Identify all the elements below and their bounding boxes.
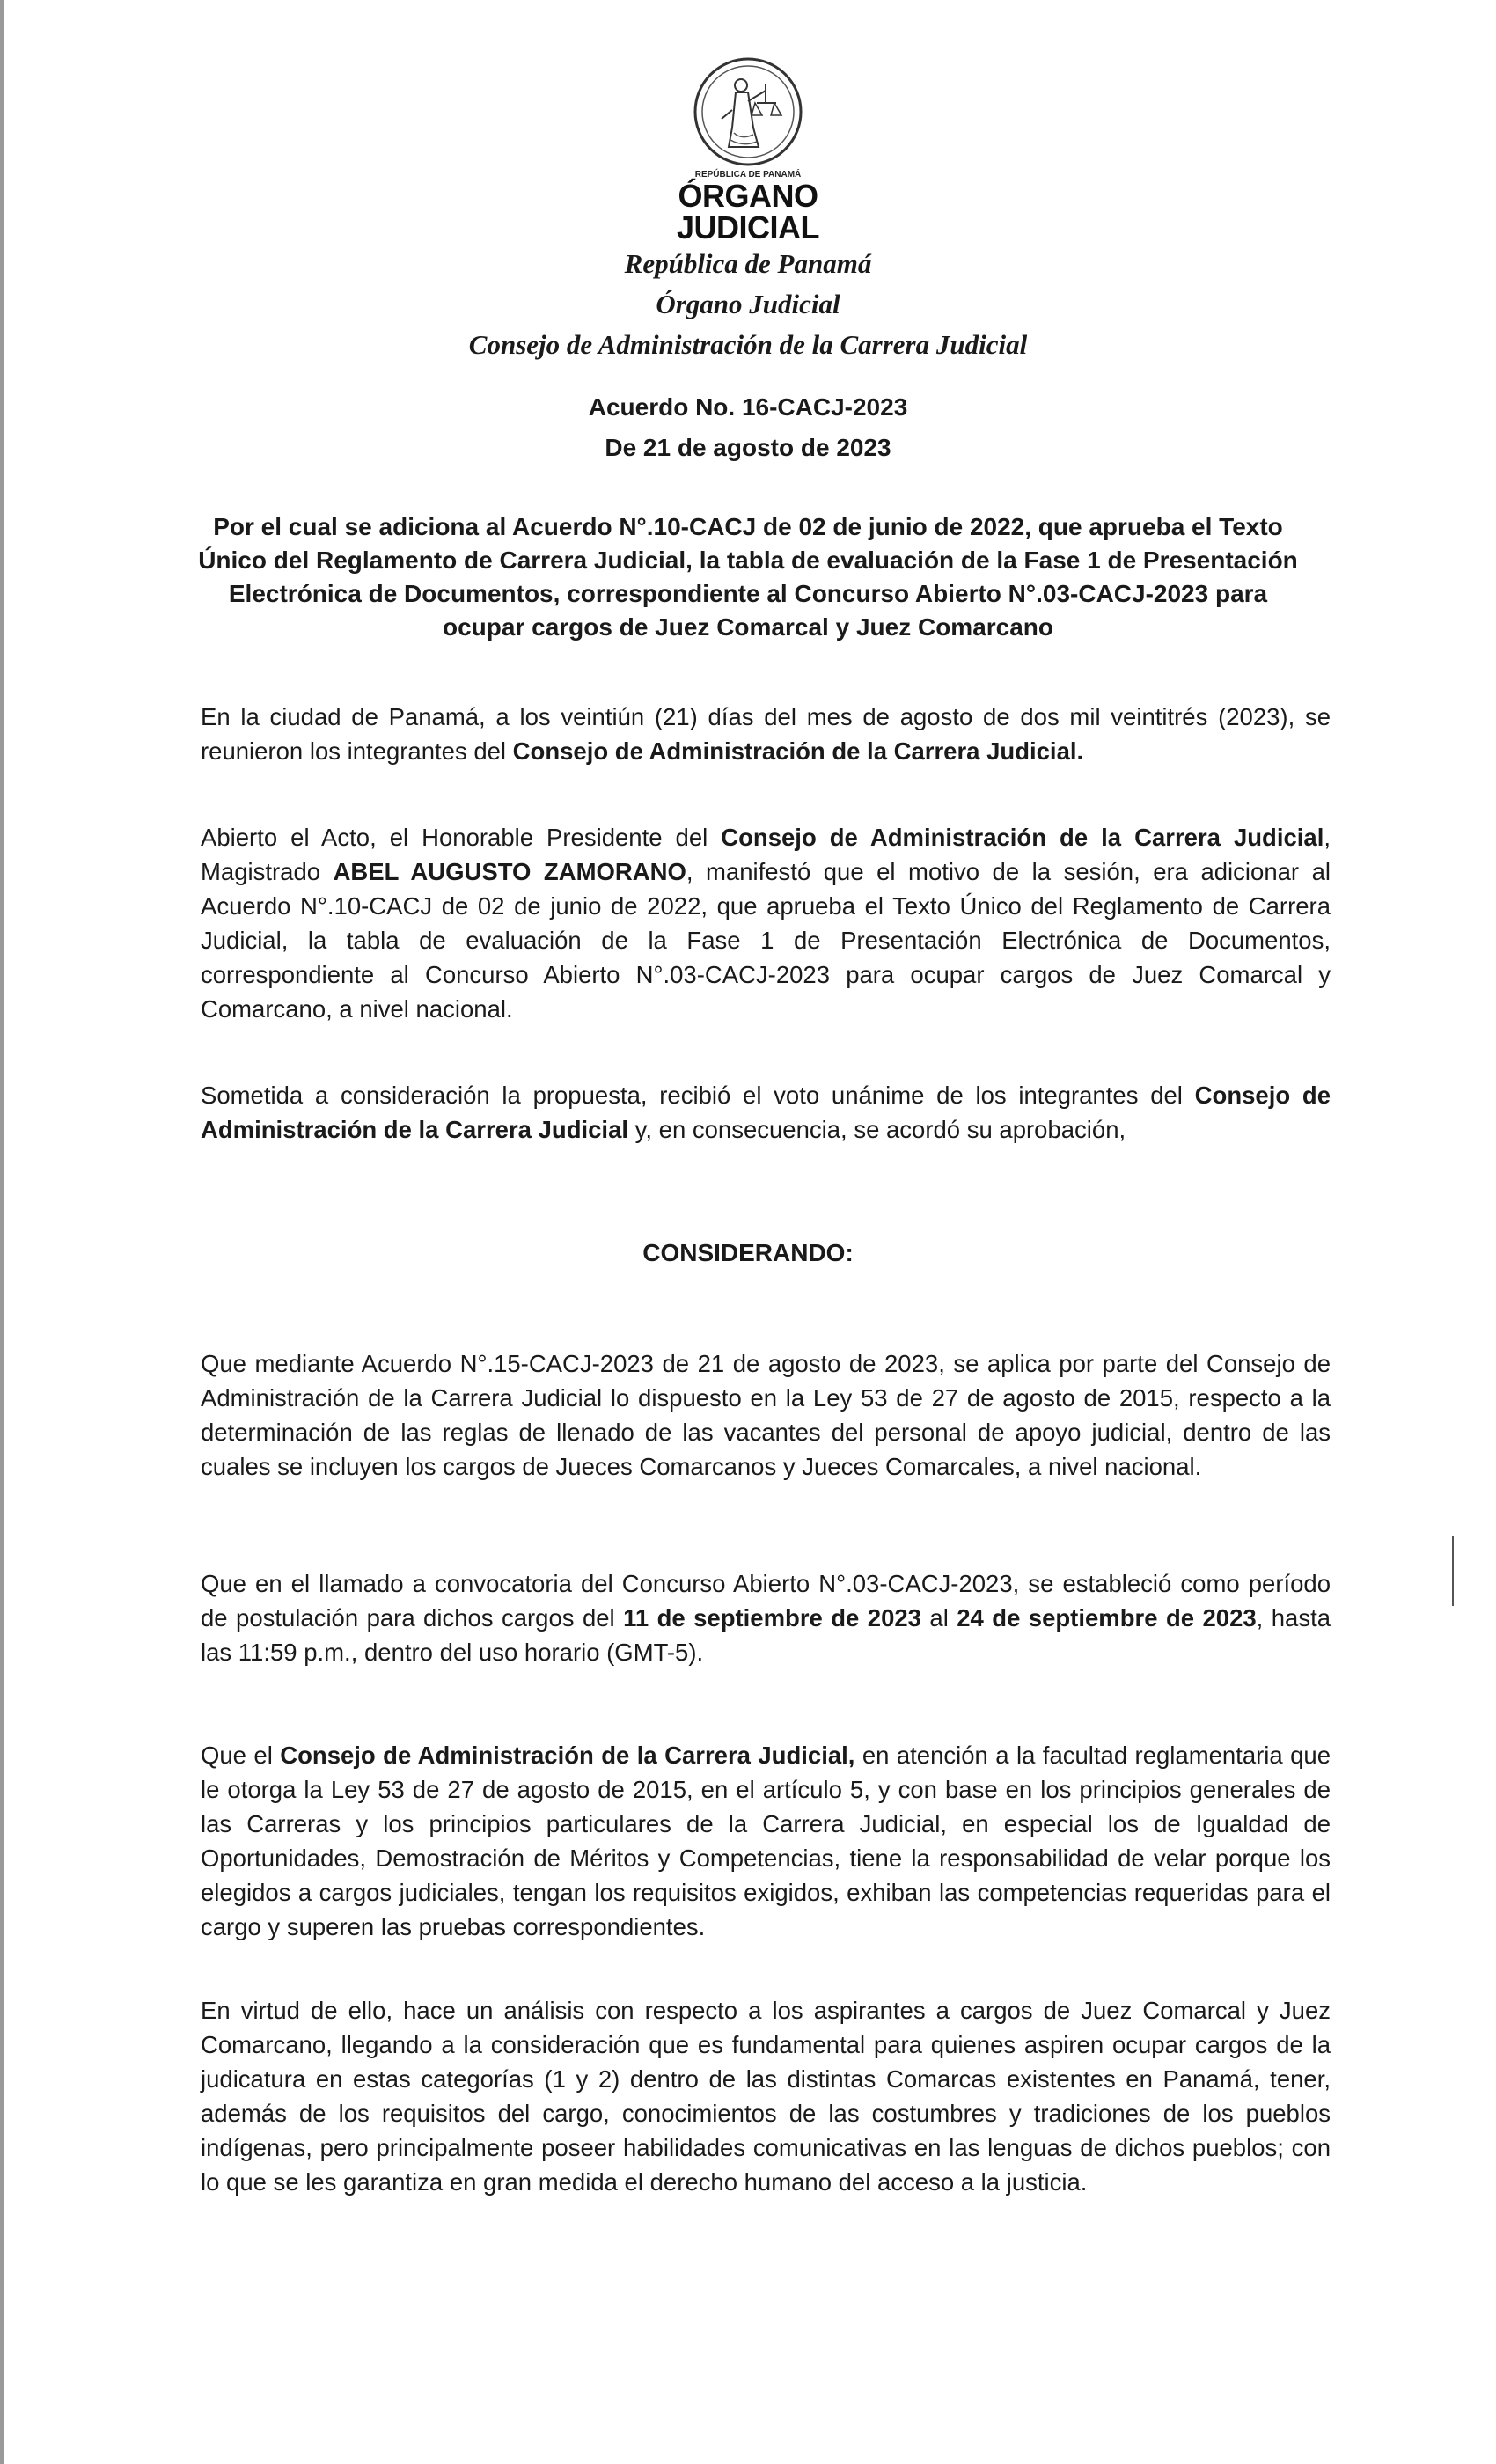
paragraph-approval: Sometida a consideración la propuesta, recibió el voto unánime de los integrantes del Consejo de Administración de la Carrera Judicial y, en consecuencia, se acordó su aprobación, — [201, 1082, 1331, 1143]
agreement-title — [0, 387, 1496, 468]
header-organ: Órgano Judicial — [656, 289, 840, 319]
agreement-subject: Por el cual se adiciona al Acuerdo N°.10-CACJ de 02 de junio de 2022, que aprueba el Texto Único del Reglamento de Carrera Judicial, la tabla de evaluación de la Fase 1 de Presentación Electrónica de Documentos, correspondiente al Concurso Abierto N°.03-CACJ-2023 para ocupar cargos de Juez Comarcal y Juez Comarcano — [198, 513, 1298, 641]
paragraph-opening: En la ciudad de Panamá, a los veintiún (21) días del mes de agosto de dos mil veintitrés (2023), se reunieron los integrantes del Consejo de Administración de la Carrera Judicial. — [201, 703, 1331, 765]
considerando-3: Que el Consejo de Administración de la Carrera Judicial, en atención a la facultad reglamentaria que le otorga la Ley 53 de 27 de agosto de 2015, en el artículo 5, y con base en los principios generales de las Carreras y los principios particulares de la Carrera Judicial, en especial los de Igualdad de Oportunidades, Demostración de Méritos y Competencias, tiene la responsabilidad de velar porque los elegidos a cargos judiciales, tengan los requisitos exigidos, exhiban las competencias requeridas para el cargo y superen las pruebas correspondientes. — [201, 1742, 1331, 1940]
considerando-1: Que mediante Acuerdo N°.15-CACJ-2023 de 21 de agosto de 2023, se aplica por parte del Consejo de Administración de la Carrera Judicial lo dispuesto en la Ley 53 de 27 de agosto de 2015, respecto a la determinación de las reglas de llenado de las vacantes del personal de apoyo judicial, dentro de las cuales se incluyen los cargos de Jueces Comarcanos y Jueces Comarcales, a nivel nacional. — [201, 1350, 1331, 1480]
justice-seal-logo — [678, 48, 818, 180]
scan-mark — [1452, 1536, 1454, 1606]
header-republic: República de Panamá — [624, 248, 872, 279]
agreement-number: Acuerdo No. 16-CACJ-2023 — [588, 393, 908, 421]
header-council: Consejo de Administración de la Carrera Judicial — [468, 329, 1028, 360]
svg-text:REPÚBLICA DE PANAMÁ: REPÚBLICA DE PANAMÁ — [694, 170, 802, 180]
scan-edge — [0, 0, 4, 2464]
considerando-heading: CONSIDERANDO: — [642, 1239, 854, 1266]
considerando-4: En virtud de ello, hace un análisis con respecto a los aspirantes a cargos de Juez Comarcal y Juez Comarcano, llegando a la consideración que es fundamental para quienes aspiren ocupar cargos de la judicatura en estas categorías (1 y 2) dentro de las distintas Comarcas existentes en Panamá, tener, además de los requisitos del cargo, conocimientos de las costumbres y tradiciones de los pueblos indígenas, pero principalmente poseer habilidades comunicativas en las lenguas de dichos pueblos; con lo que se les garantiza en gran medida el derecho humano del acceso a la justicia. — [201, 1997, 1331, 2196]
org-name-line1: ÓRGANO — [678, 178, 818, 214]
considerando-2: Que en el llamado a convocatoria del Concurso Abierto N°.03-CACJ-2023, se estableció como período de postulación para dichos cargos del 11 de septiembre de 2023 al 24 de septiembre de 2023, hasta las 11:59 p.m., dentro del uso horario (GMT-5). — [201, 1570, 1331, 1666]
paragraph-session: Abierto el Acto, el Honorable Presidente del Consejo de Administración de la Carrera Judicial, Magistrado ABEL AUGUSTO ZAMORANO, manifestó que el motivo de la sesión, era adicionar al Acuerdo N°.10-CACJ de 02 de junio de 2022, que aprueba el Texto Único del Reglamento de Carrera Judicial, la tabla de evaluación de la Fase 1 de Presentación Electrónica de Documentos, correspondiente al Concurso Abierto N°.03-CACJ-2023 para ocupar cargos de Juez Comarcal y Comarcano, a nivel nacional. — [201, 824, 1331, 1023]
letterhead — [0, 48, 1496, 365]
agreement-date: De 21 de agosto de 2023 — [605, 434, 891, 461]
org-name-line2: JUDICIAL — [676, 209, 819, 246]
